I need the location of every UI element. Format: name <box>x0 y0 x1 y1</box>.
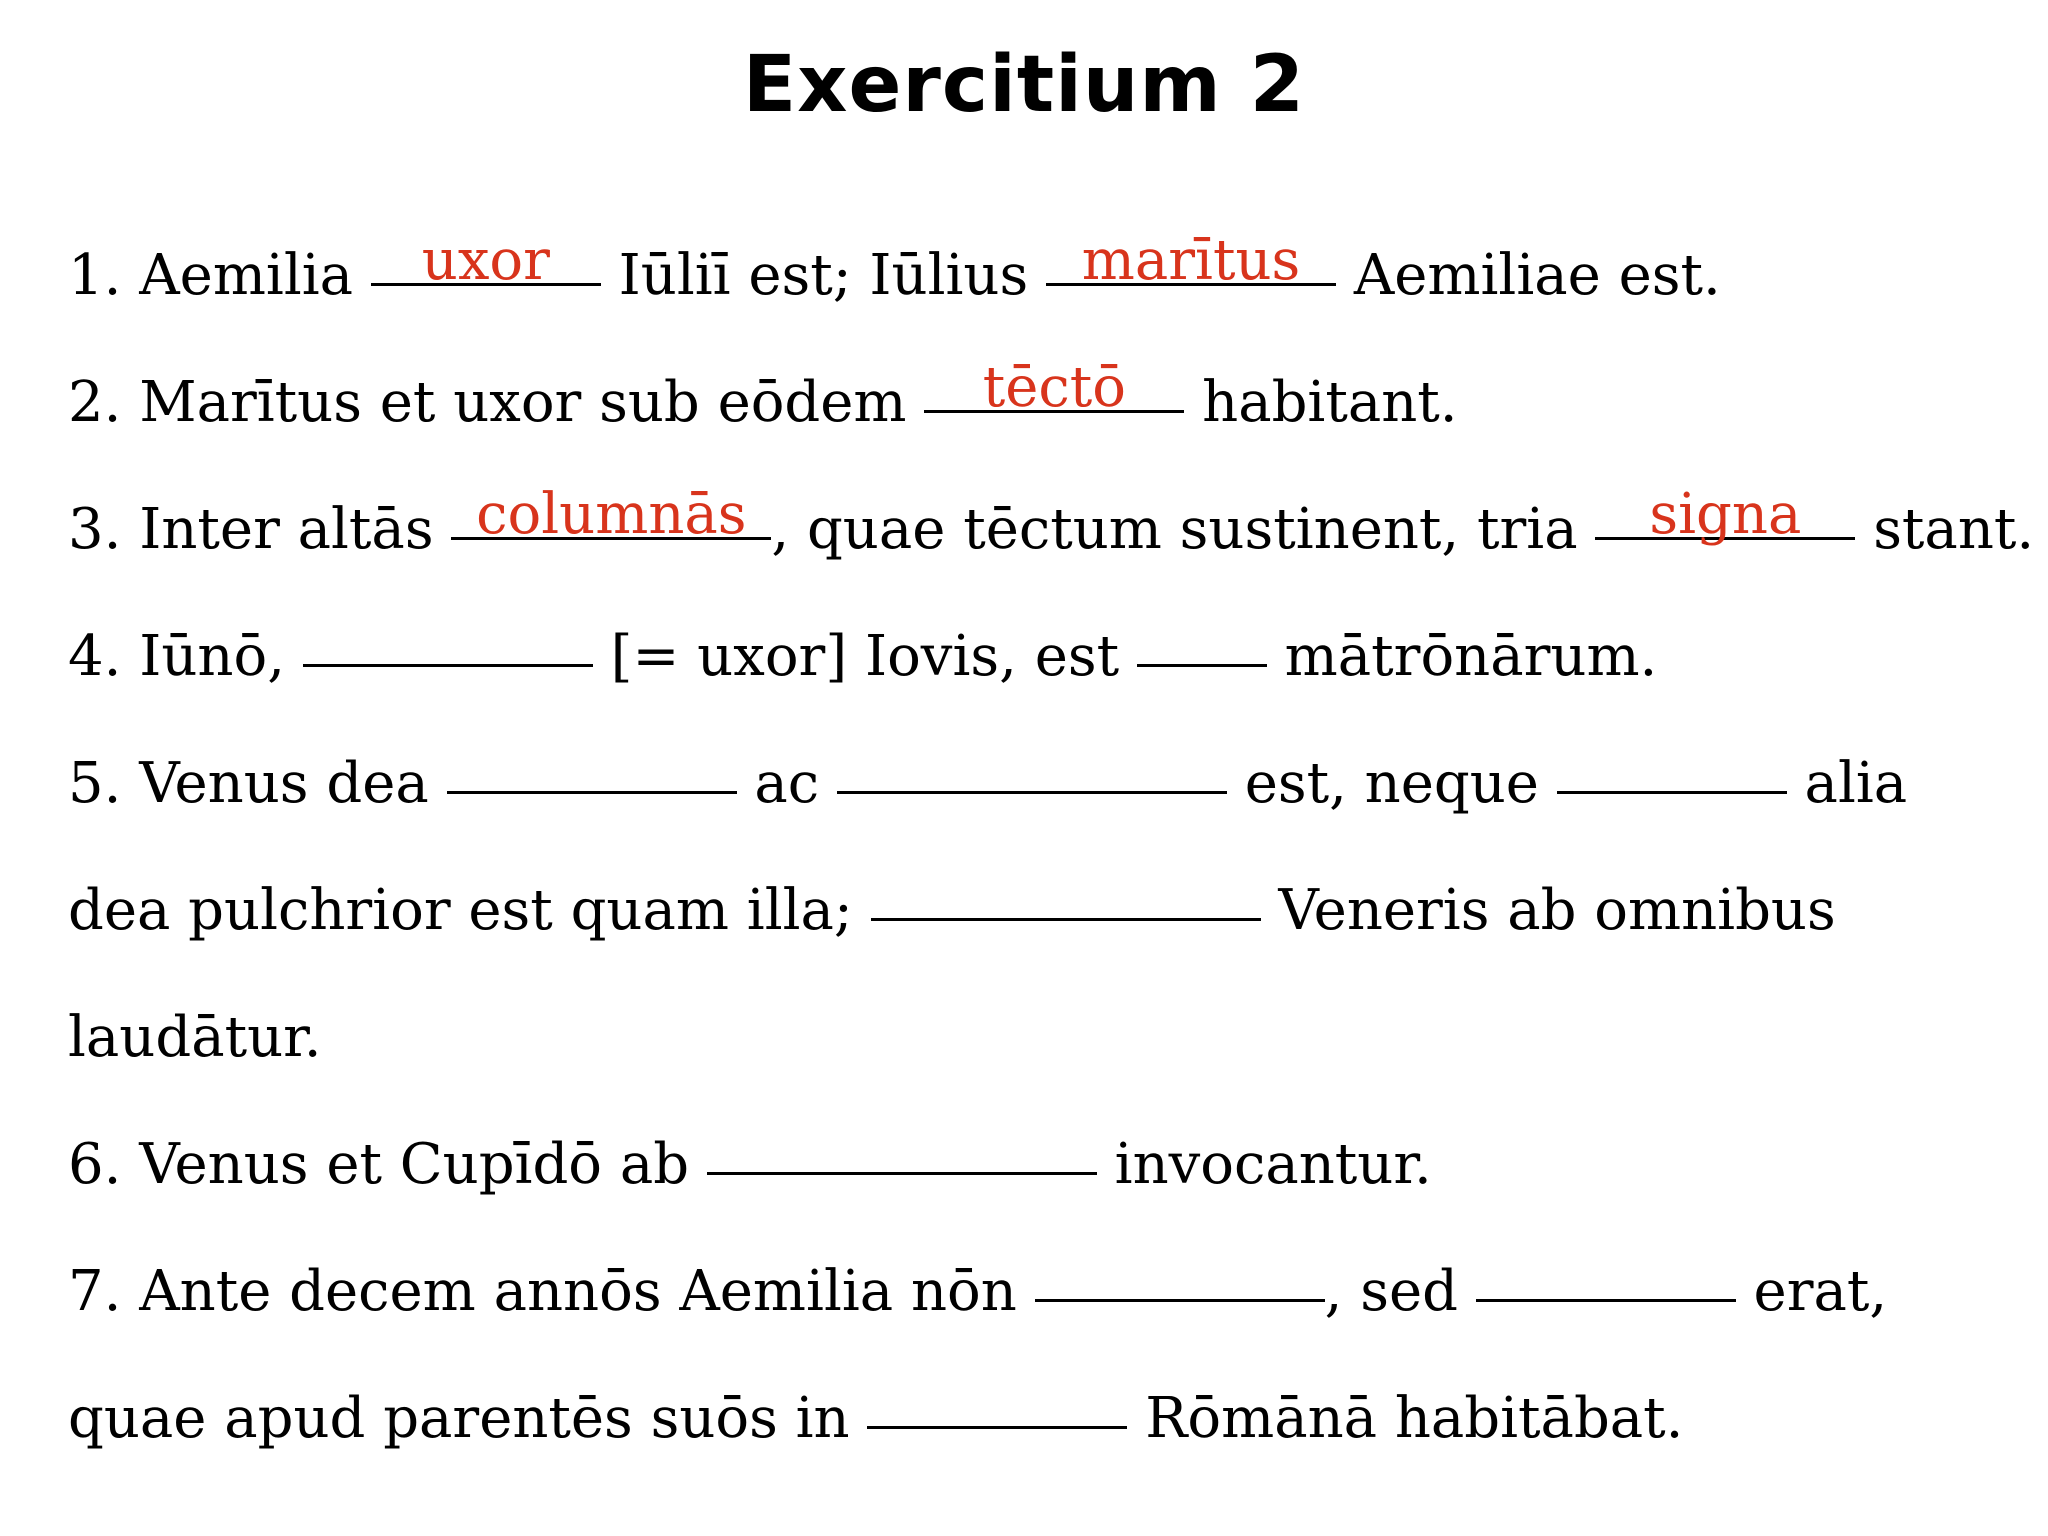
exercise-line-1 <box>68 212 2028 339</box>
answer-blank[interactable] <box>871 918 1261 921</box>
filled-answer: tēctō <box>982 355 1126 420</box>
sentence-text: alia <box>1786 751 1908 816</box>
exercise-line-3 <box>68 466 2035 593</box>
sentence-text: Veneris ab omnibus <box>1260 878 1836 943</box>
answer-blank[interactable] <box>1137 664 1267 667</box>
answer-blank[interactable] <box>924 355 1184 420</box>
sentence-text: est, neque <box>1226 751 1557 816</box>
exercise-line-5 <box>68 720 2028 847</box>
filled-answer: signa <box>1649 482 1802 547</box>
answer-blank[interactable] <box>371 228 601 293</box>
exercise-line-5-continued <box>68 847 2028 974</box>
sentence-text: Iūliī est; Iūlius <box>600 243 1047 308</box>
sentence-text: habitant. <box>1184 370 1458 435</box>
answer-blank[interactable] <box>707 1172 1097 1175</box>
sentence-text: mātrōnārum. <box>1266 624 1658 689</box>
answer-blank[interactable] <box>1595 482 1855 547</box>
exercise-line-7 <box>68 1228 2028 1355</box>
sentence-text: invocantur. <box>1096 1132 1432 1197</box>
page-title: Exercitium 2 <box>742 40 1306 130</box>
answer-blank[interactable] <box>303 664 593 667</box>
answer-blank[interactable] <box>1035 1299 1325 1302</box>
sentence-text: 6. Venus et Cupīdō ab <box>68 1132 707 1197</box>
exercise-line-5-end <box>68 974 2028 1101</box>
answer-blank[interactable] <box>451 482 771 547</box>
sentence-text: stant. <box>1855 497 2035 562</box>
sentence-text: 2. Marītus et uxor sub eōdem <box>68 370 925 435</box>
sentence-text: laudātur. <box>68 1005 322 1070</box>
sentence-text: 3. Inter altās <box>68 497 452 562</box>
filled-answer: columnās <box>476 482 747 547</box>
sentence-text: quae apud parentēs suōs in <box>68 1386 868 1451</box>
exercise-list <box>68 212 2035 1482</box>
exercise-line-2 <box>68 339 2028 466</box>
sentence-text: dea pulchrior est quam illa; <box>68 878 871 943</box>
answer-blank[interactable] <box>1046 228 1336 293</box>
sentence-text: , sed <box>1324 1259 1476 1324</box>
exercise-line-4 <box>68 593 2028 720</box>
answer-blank[interactable] <box>1476 1299 1736 1302</box>
filled-answer: marītus <box>1081 228 1301 293</box>
sentence-text: Rōmānā habitābat. <box>1127 1386 1684 1451</box>
sentence-text: 4. Iūnō, <box>68 624 303 689</box>
answer-blank[interactable] <box>837 791 1227 794</box>
answer-blank[interactable] <box>447 791 737 794</box>
sentence-text: , quae tēctum sustinent, tria <box>771 497 1596 562</box>
sentence-text: 7. Ante decem annōs Aemilia nōn <box>68 1259 1035 1324</box>
sentence-text: 5. Venus dea <box>68 751 447 816</box>
exercise-line-6 <box>68 1101 2028 1228</box>
answer-blank[interactable] <box>867 1426 1127 1429</box>
filled-answer: uxor <box>421 228 550 293</box>
sentence-text: Aemiliae est. <box>1336 243 1721 308</box>
sentence-text: [= uxor] Iovis, est <box>592 624 1137 689</box>
sentence-text: erat, <box>1735 1259 1888 1324</box>
exercise-line-7-continued <box>68 1355 2028 1482</box>
sentence-text: ac <box>736 751 837 816</box>
answer-blank[interactable] <box>1557 791 1787 794</box>
sentence-text: 1. Aemilia <box>68 243 371 308</box>
